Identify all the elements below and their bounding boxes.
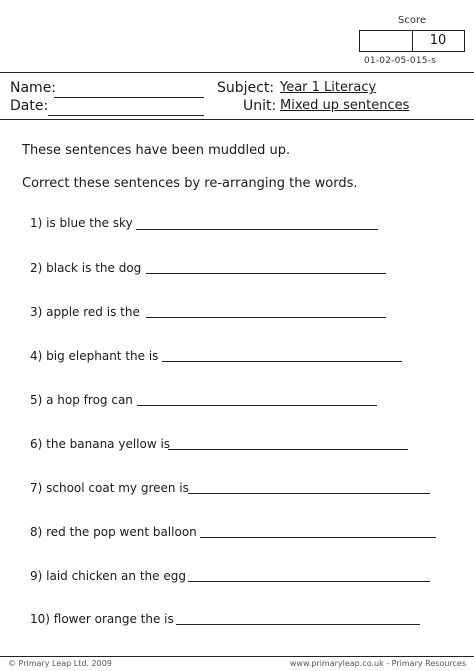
question-2: 2) black is the dog — [30, 261, 142, 275]
subject-value: Year 1 Literacy — [280, 80, 377, 95]
question-9: 9) laid chicken an the egg — [30, 569, 186, 583]
answer-line-10[interactable] — [176, 624, 420, 625]
answer-line-5[interactable] — [137, 405, 377, 406]
question-1: 1) is blue the sky — [30, 216, 133, 230]
score-label: Score — [398, 15, 427, 26]
score-box — [359, 30, 465, 52]
name-label: Name: — [10, 80, 57, 96]
answer-line-8[interactable] — [200, 537, 436, 538]
header-top-rule — [0, 72, 474, 73]
answer-line-9[interactable] — [188, 581, 430, 582]
answer-line-3[interactable] — [146, 317, 386, 318]
footer-website[interactable]: www.primaryleap.co.uk - Primary Resources — [289, 659, 466, 668]
question-3: 3) apple red is the — [30, 305, 140, 319]
name-field-line[interactable] — [54, 97, 204, 98]
answer-line-7[interactable] — [188, 493, 430, 494]
question-6: 6) the banana yellow is — [30, 437, 171, 451]
subject-label: Subject: — [217, 80, 275, 96]
question-5: 5) a hop frog can — [30, 393, 133, 407]
footer-rule — [0, 656, 474, 657]
instruction-line-1: These sentences have been muddled up. — [22, 143, 291, 158]
instruction-line-2: Correct these sentences by re-arranging the words. — [22, 176, 358, 191]
answer-line-1[interactable] — [136, 229, 378, 230]
answer-line-2[interactable] — [146, 273, 386, 274]
unit-label: Unit: — [243, 98, 277, 114]
date-label: Date: — [10, 98, 49, 114]
question-4: 4) big elephant the is — [30, 349, 159, 363]
question-10: 10) flower orange the is — [30, 612, 174, 626]
question-7: 7) school coat my green is — [30, 481, 189, 495]
answer-line-6[interactable] — [168, 449, 408, 450]
sheet-code: 01-02-05-015-s — [364, 56, 437, 66]
header-bottom-rule — [0, 119, 474, 120]
answer-line-4[interactable] — [162, 361, 402, 362]
question-8: 8) red the pop went balloon — [30, 525, 197, 539]
unit-value: Mixed up sentences — [280, 98, 410, 113]
date-field-line[interactable] — [48, 115, 204, 116]
score-value: 10 — [429, 33, 447, 48]
footer-copyright: © Primary Leap Ltd. 2009 — [8, 659, 112, 668]
